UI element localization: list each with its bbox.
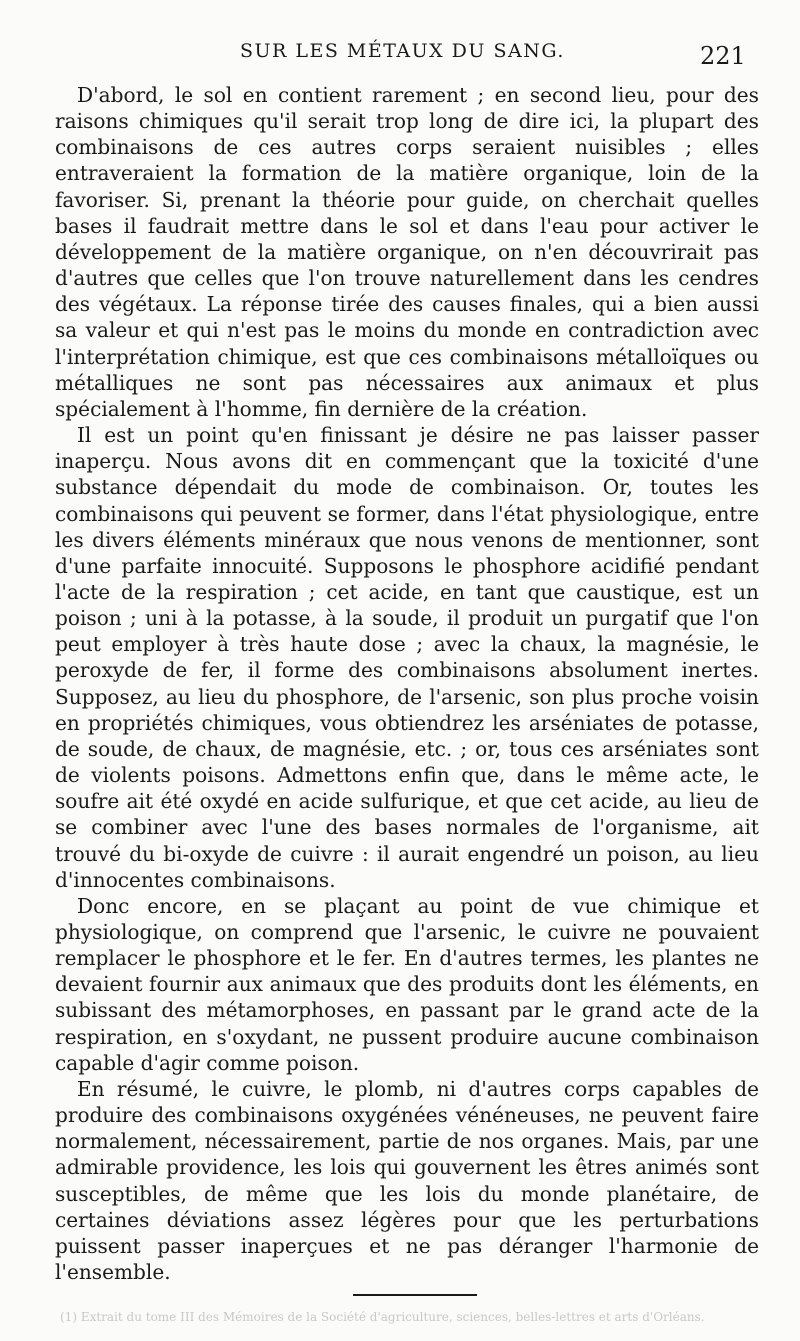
- paragraph-1: D'abord, le sol en contient rarement ; en second lieu, pour des raisons chimiques qu'il serait trop long de dire ici, la plupart des combinaisons de ces autres corps seraient nuisibles ; elles entraveraient la formation de la matière organique, loin de la favoriser. Si, prenant la théorie pour guide, on cherchait quelles bases il faudrait mettre dans le sol et dans l'eau pour activer le développement de la matière organique, on n'en découvrirait pas d'autres que celles que l'on trouve naturellement dans les cendres des végétaux. La réponse tirée des causes finales, qui a bien aussi sa valeur et qui n'est pas le moins du monde en contradiction avec l'interprétation chimique, est que ces combinaisons métalloïques ou métalliques ne sont pas nécessaires aux animaux et plus spécialement à l'homme, fin dernière de la création.: [55, 83, 759, 421]
- paragraph-4: En résumé, le cuivre, le plomb, ni d'autres corps capables de produire des combinaisons oxygénées vénéneuses, ne peuvent faire normalement, nécessairement, partie de nos organes. Mais, par une admirable providence, les lois qui gouvernent les êtres animés sont susceptibles, de même que les lois du monde planétaire, de certaines déviations assez légères pour que les perturbations puissent passer inaperçues et ne pas déranger l'harmonie de l'ensemble.: [55, 1076, 759, 1285]
- paragraph-2: Il est un point qu'en finissant je désire ne pas laisser passer inaperçu. Nous avons dit en commençant que la toxicité d'une substance dépendait du mode de combinaison. Or, toutes les combinaisons qui peuvent se former, dans l'état physiologique, entre les divers éléments minéraux que nous venons de mentionner, sont d'une parfaite innocuité. Supposons le phosphore acidifié pendant l'acte de la respiration ; cet acide, en tant que caustique, est un poison ; uni à la potasse, à la soude, il produit un purgatif que l'on peut employer à très haute dose ; avec la chaux, la magnésie, le peroxyde de fer, il forme des combinaisons absolument inertes. Supposez, au lieu du phosphore, de l'arsenic, son plus proche voisin en propriétés chimiques, vous obtiendrez les arséniates de potasse, de soude, de chaux, de magnésie, etc. ; or, tous ces arséniates sont de violents poisons. Admettons enfin que, dans le même acte, le soufre ait été oxydé en acide sulfurique, et que cet acide, au lieu de se combiner avec l'une des bases normales de l'organisme, ait trouvé du bi-oxyde de cuivre : il aurait engendré un poison, au lieu d'innocentes combinaisons.: [55, 423, 759, 892]
- paragraph-3: Donc encore, en se plaçant au point de vue chimique et physiologique, on comprend que l'arsenic, le cuivre ne pouvaient remplacer le phosphore et le fer. En d'autres termes, les plantes ne devaient fournir aux animaux que des produits dont les éléments, en subissant des métamorphoses, en passant par le grand acte de la respiration, en s'oxydant, ne pussent produire aucune combinaison capable d'agir comme poison.: [55, 893, 759, 1075]
- footnote-bleed-through: (1) Extrait du tome III des Mémoires de la Société d'agriculture, sciences, belles-lettres et arts d'Orléans.: [60, 1310, 705, 1324]
- running-title: SUR LES MÉTAUX DU SANG.: [240, 40, 565, 62]
- running-header: [0, 36, 800, 70]
- page-number: 221: [700, 42, 746, 70]
- section-divider: [353, 1294, 477, 1296]
- body-text: [55, 82, 759, 1285]
